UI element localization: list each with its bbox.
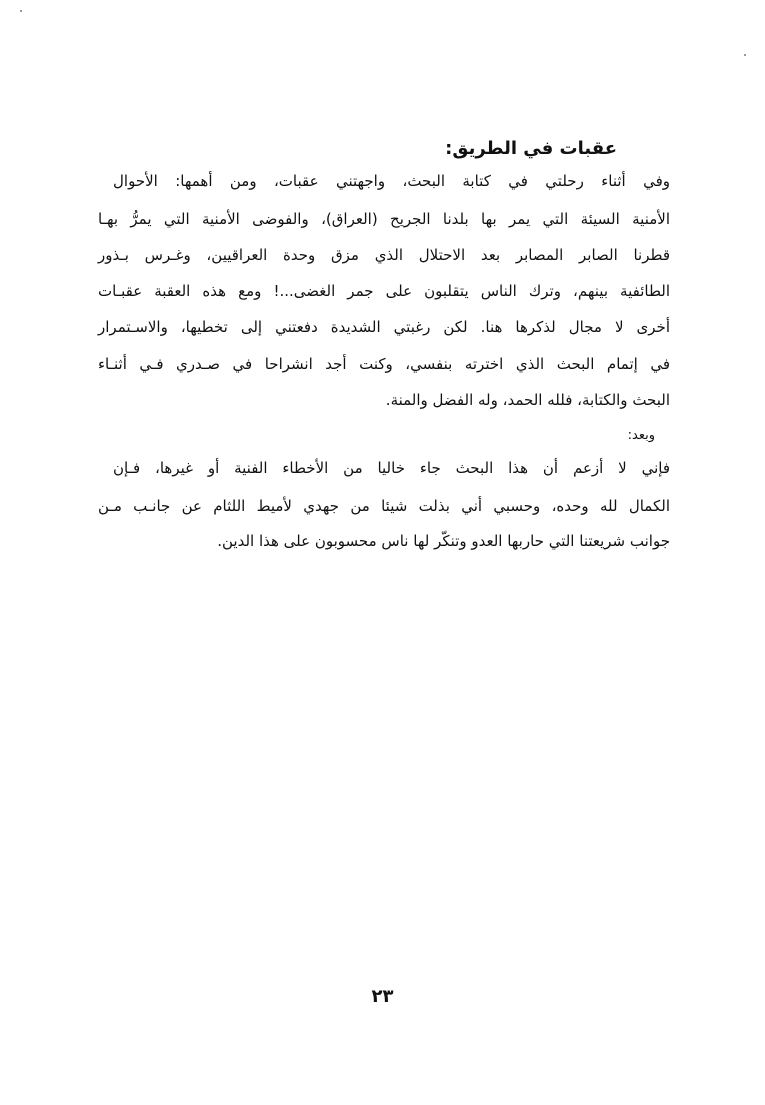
page-number: ٢٣: [371, 986, 394, 1007]
section-heading: عقبات في الطريق:: [445, 138, 617, 159]
scan-speck: [20, 10, 22, 12]
paragraph-line: الكمال لله وحده، وحسبي أني بذلت شيئا من جهدي لأميط اللثام عن جانـب مـن: [98, 497, 670, 515]
paragraph-line: أخرى لا مجال لذكرها هنا. لكن رغبتي الشديدة دفعتني إلى تخطيها، والاسـتمرار: [98, 318, 670, 336]
paragraph-line: الأمنية السيئة التي يمر بها بلدنا الجريح (العراق)، والفوضى الأمنية التي يمرُّ بهـا: [98, 210, 670, 228]
transition-text: وبعد:: [627, 428, 655, 443]
scan-speck: [744, 54, 746, 56]
paragraph-line: جوانب شريعتنا التي حاربها العدو وتنكّر لها ناس محسوبون على هذا الدين.: [217, 532, 670, 550]
paragraph-line: البحث والكتابة، فلله الحمد، وله الفضل والمنة.: [385, 391, 670, 409]
paragraph-line: قطرنا الصابر المصابر بعد الاحتلال الذي مزق وحدة العراقيين، وغـرس بـذور: [98, 246, 670, 264]
paragraph-line: الطائفية بينهم، وترك الناس يتقلبون على جمر الغضى...! ومع هذه العقبة عقبـات: [98, 282, 670, 300]
paragraph-line: فإني لا أزعم أن هذا البحث جاء خاليا من الأخطاء الفنية أو غيرها، فـإن: [113, 459, 670, 477]
paragraph-line: وفي أثناء رحلتي في كتابة البحث، واجهتني عقبات، ومن أهمها: الأحوال: [113, 172, 670, 190]
paragraph-line: في إتمام البحث الذي اخترته بنفسي، وكنت أجد انشراحا في صـدري فـي أثنـاء: [98, 355, 670, 373]
